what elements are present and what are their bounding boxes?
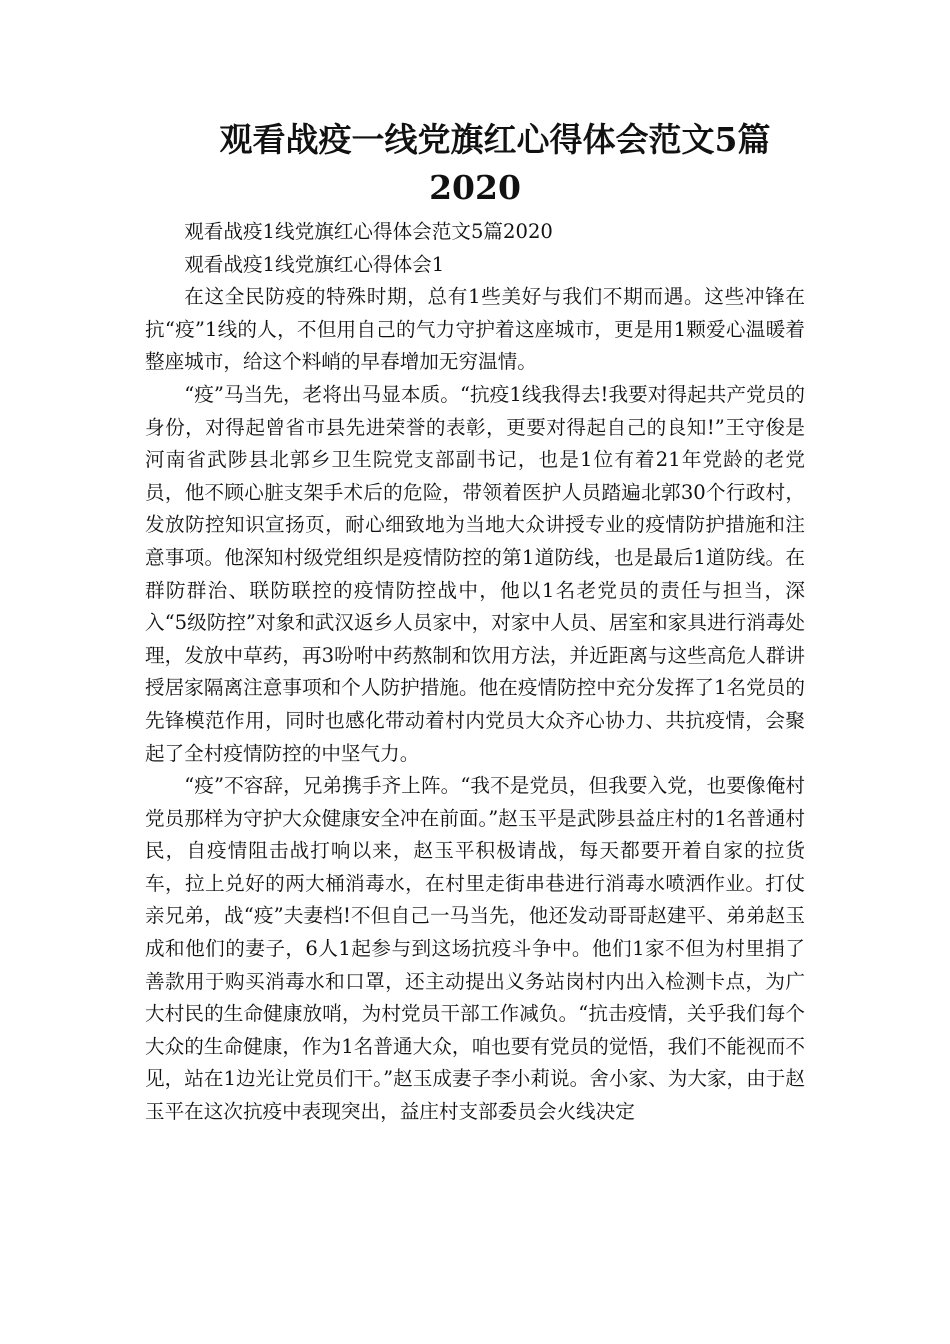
document-title-line-1: 观看战疫一线党旗红心得体会范文5篇 bbox=[219, 120, 771, 159]
document-body bbox=[145, 216, 805, 1129]
paragraph-1: 在这全民防疫的特殊时期，总有1些美好与我们不期而遇。这些冲锋在抗“疫”1线的人，不但用自己的气力守护着这座城市，更是用1颗爱心温暖着整座城市，给这个料峭的早春增加无穷温情。 bbox=[145, 285, 805, 374]
section-heading: 观看战疫1线党旗红心得体会1 bbox=[184, 252, 445, 276]
document-title-line-2: 2020 bbox=[429, 168, 521, 207]
paragraph-3: “疫”不容辞，兄弟携手齐上阵。“我不是党员，但我要入党，也要像俺村党员那样为守护大众健康安全冲在前面。”赵玉平是武陟县益庄村的1名普通村民，自疫情阻击战打响以来，赵玉平积极请战，每天都要开着自家的拉货车，拉上兑好的两大桶消毒水，在村里走街串巷进行消毒水喷洒作业。打仗亲兄弟，战“疫”夫妻档!不但自己一马当先，他还发动哥哥赵建平、弟弟赵玉成和他们的妻子，6人1起参与到这场抗疫斗争中。他们1家不但为村里捐了善款用于购买消毒水和口罩，还主动提出义务站岗村内出入检测卡点，为广大村民的生命健康放哨，为村党员干部工作减负。“抗击疫情，关乎我们每个大众的生命健康，作为1名普通大众，咱也要有党员的觉悟，我们不能视而不见，站在1边光让党员们干。”赵玉成妻子李小莉说。舍小家、为大家，由于赵玉平在这次抗疫中表现突出，益庄村支部委员会火线决定 bbox=[145, 774, 805, 1124]
document-subtitle: 观看战疫1线党旗红心得体会范文5篇2020 bbox=[184, 220, 553, 243]
paragraph-2: “疫”马当先，老将出马显本质。“抗疫1线我得去!我要对得起共产党员的身份，对得起曾省市县先进荣誉的表彰，更要对得起自己的良知!”王守俊是河南省武陟县北郭乡卫生院党支部副书记，也是1位有着21年党龄的老党员，他不顾心脏支架手术后的危险，带领着医护人员踏遍北郭30个行政村，发放防控知识宣扬页，耐心细致地为当地大众讲授专业的疫情防护措施和注意事项。他深知村级党组织是疫情防控的第1道防线，也是最后1道防线。在群防群治、联防联控的疫情防控战中，他以1名老党员的责任与担当，深入“5级防控”对象和武汉返乡人员家中，对家中人员、居室和家具进行消毒处理，发放中草药，再3吩咐中药熬制和饮用方法，并近距离与这些高危人群讲授居家隔离注意事项和个人防护措施。他在疫情防控中充分发挥了1名党员的先锋模范作用，同时也感化带动着村内党员大众齐心协力、共抗疫情，会聚起了全村疫情防控的中坚气力。 bbox=[145, 382, 805, 765]
